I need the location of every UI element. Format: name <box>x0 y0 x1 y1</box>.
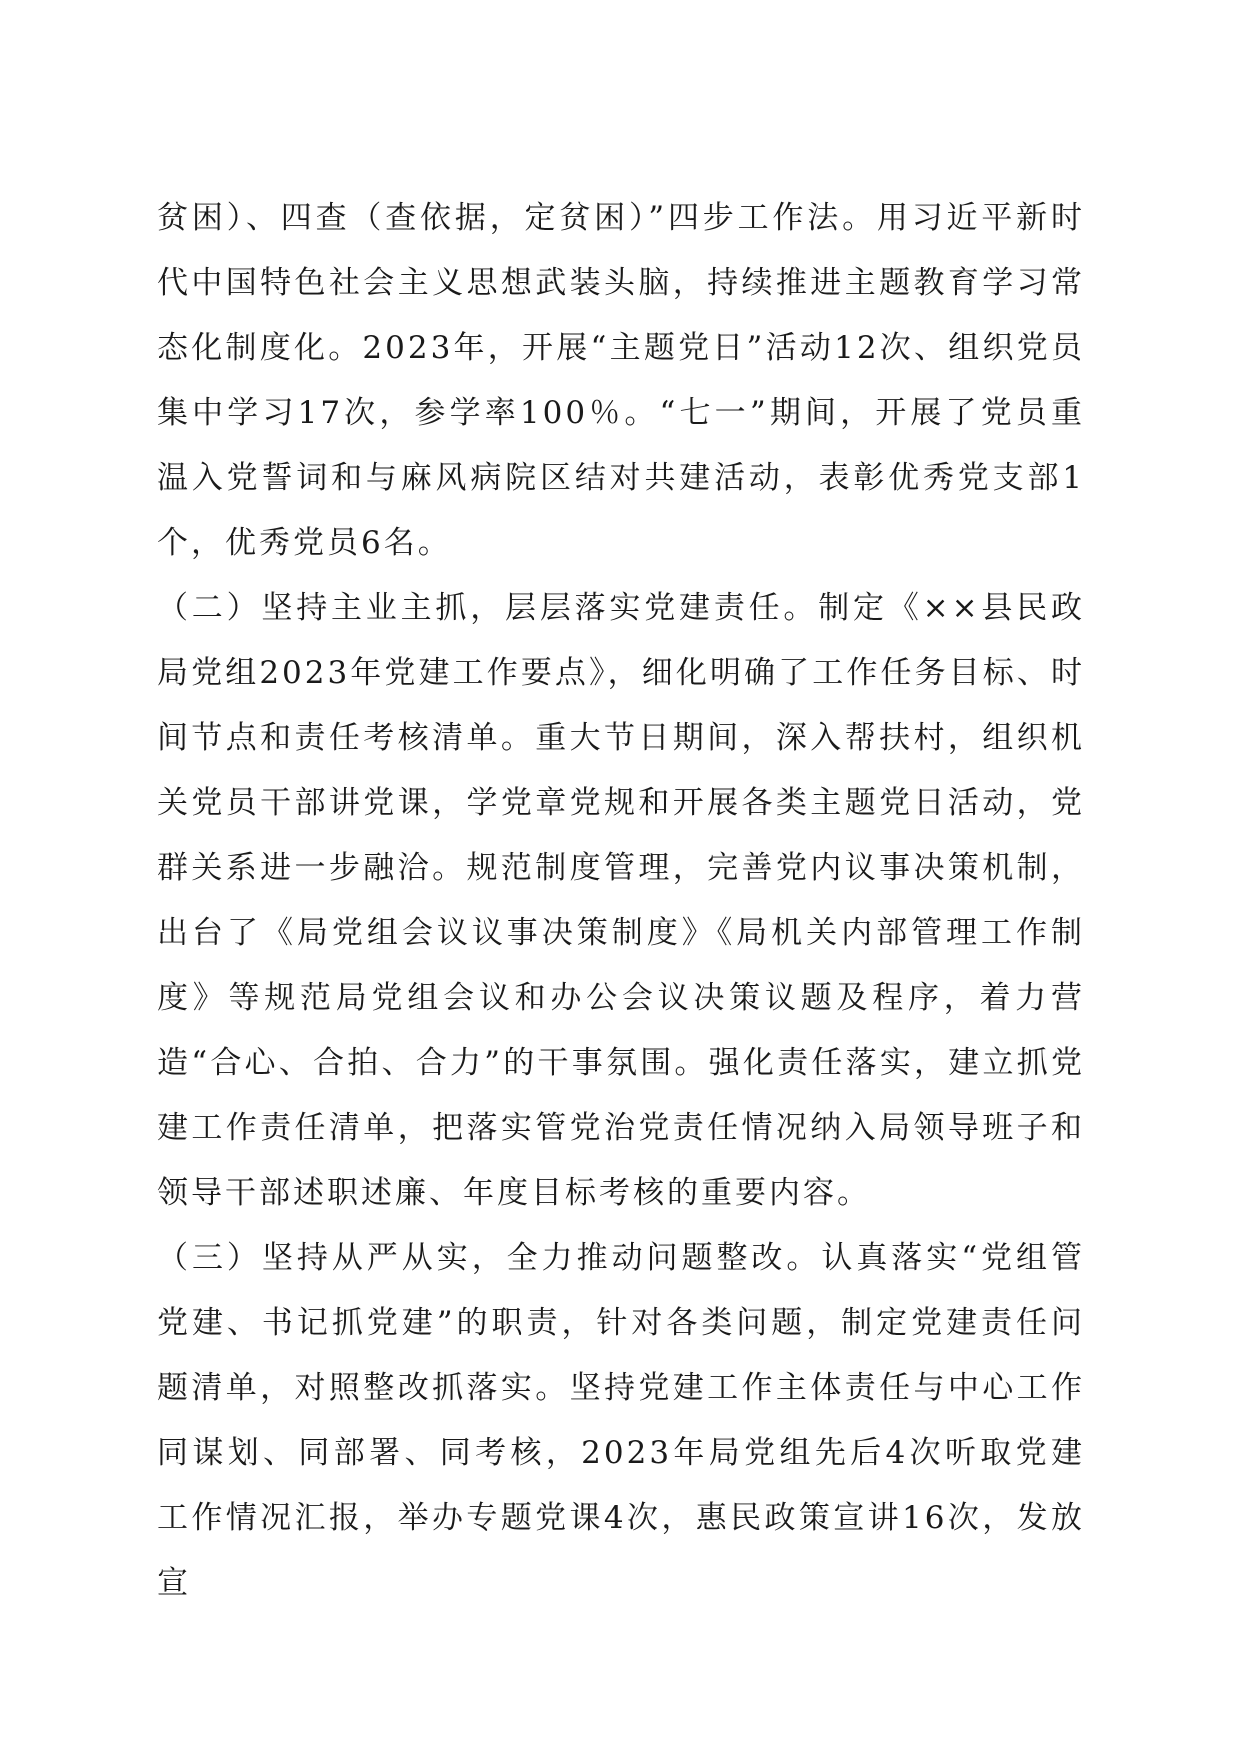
paragraph-section-2: （二）坚持主业主抓，层层落实党建责任。制定《××县民政局党组2023年党建工作要点》，细化明确了工作任务目标、时间节点和责任考核清单。重大节日期间，深入帮扶村，组织机关党员干部讲党课，学党章党规和开展各类主题党日活动，党群关系进一步融洽。规范制度管理，完善党内议事决策机制，出台了《局党组会议议事决策制度》《局机关内部管理工作制度》等规范局党组会议和办公会议决策议题及程序，着力营造“合心、合拍、合力”的干事氛围。强化责任落实，建立抓党建工作责任清单，把落实管党治党责任情况纳入局领导班子和领导干部述职述廉、年度目标考核的重要内容。 <box>157 590 1085 1211</box>
paragraph-section-3: （三）坚持从严从实，全力推动问题整改。认真落实“党组管党建、书记抓党建”的职责，针对各类问题，制定党建责任问题清单，对照整改抓落实。坚持党建工作主体责任与中心工作同谋划、同部署、同考核，2023年局党组先后4次听取党建工作情况汇报，举办专题党课4次，惠民政策宣讲16次，发放宣 <box>157 1240 1085 1601</box>
document-body <box>157 186 1085 1616</box>
paragraph-continuation: 贫困）、四查（查依据，定贫困）”四步工作法。用习近平新时代中国特色社会主义思想武装头脑，持续推进主题教育学习常态化制度化。2023年，开展“主题党日”活动12次、组织党员集中学习17次，参学率100％。“七一”期间，开展了党员重温入党誓词和与麻风病院区结对共建活动，表彰优秀党支部1个，优秀党员6名。 <box>157 200 1085 561</box>
